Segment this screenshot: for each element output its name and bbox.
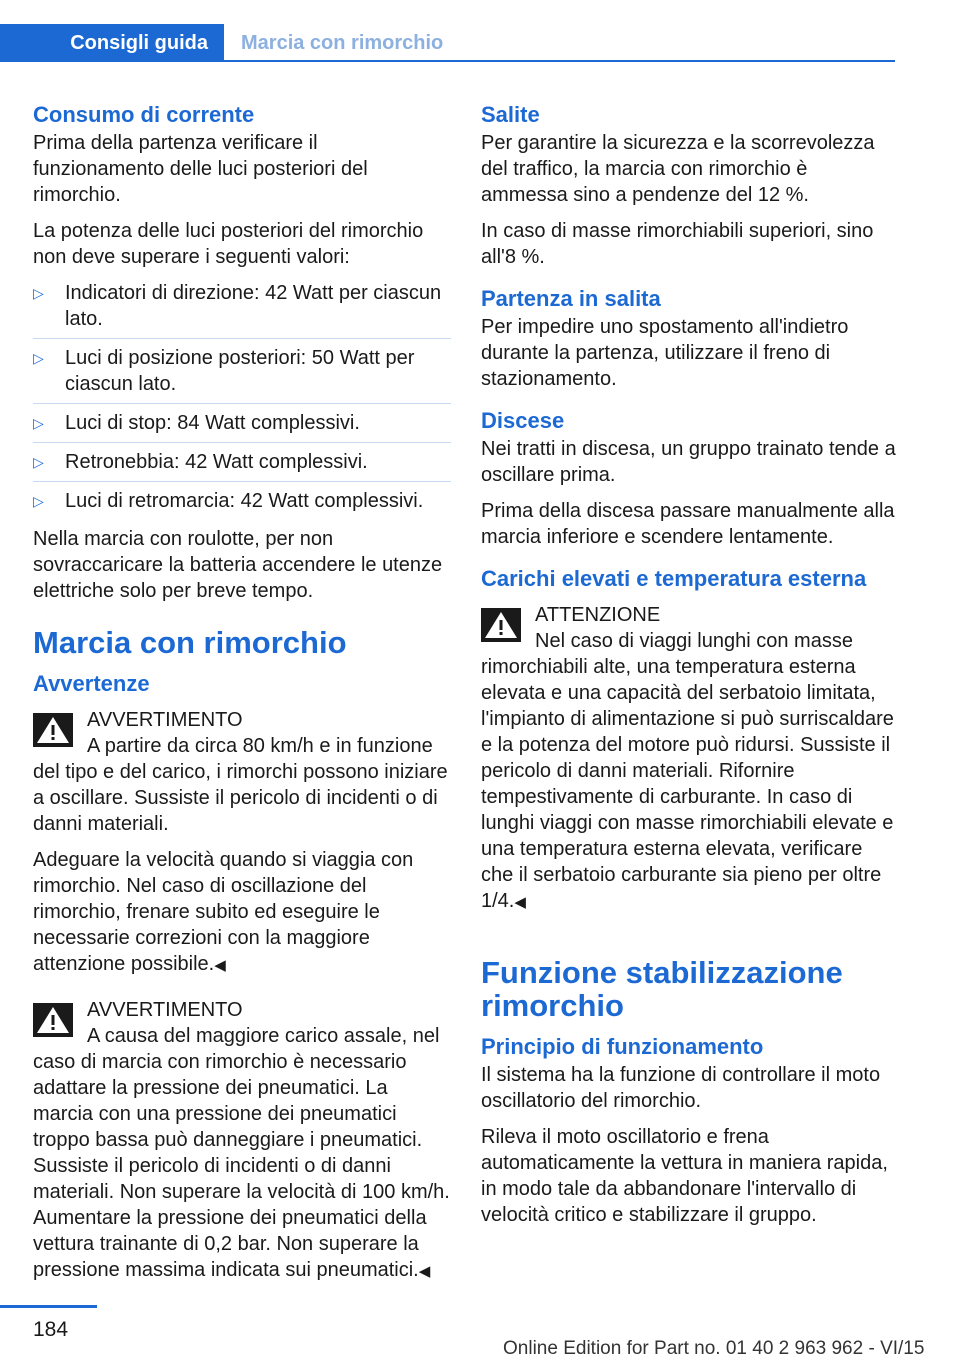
- triangle-right-icon: ▷: [33, 493, 44, 509]
- header-tabs: [0, 24, 895, 62]
- tab-consigli-guida[interactable]: [0, 24, 224, 62]
- tab-inactive-label: Marcia con rimorchio: [241, 31, 444, 54]
- para-principio-2: Rileva il moto oscillatorio e frena automaticamente la vettura in maniera rapida, in modo tale da abbandonare l'intervallo di velocità critico e stabilizzare il gruppo.: [481, 1126, 888, 1226]
- heading-salite: Salite: [481, 102, 540, 127]
- list-item-text: Luci di retromarcia: 42 Watt complessivi.: [65, 490, 424, 512]
- page-number: 184: [33, 1318, 69, 1341]
- warning-text: A causa del maggiore carico assale, nel caso di marcia con rimorchio è necessario adattare la pressione dei pneumatici. La marcia con una pressione dei pneumatici troppo bassa può danneggiare i pneumatici. Sussiste il pericolo di incidenti o di danni materiali. Non superare la velocità di 100 km/h. Aumentare la pressione dei pneumatici della vettura trainante di 0,2 bar. Non superare la pressione massima indicata sui pneumatici.: [33, 1025, 450, 1281]
- list-item: [33, 280, 451, 339]
- tab-marcia-con-rimorchio[interactable]: [241, 24, 443, 62]
- caution-text: Nel caso di viaggi lunghi con masse rimorchiabili alte, una temperatura esterna elevata e una capacità del serbatoio limitata, l'impianto di alimentazione si può surriscaldare e la potenza del motore può ridursi. Sussiste il pericolo di danni materiali. Rifornire tempestivamente di carburante. In caso di lunghi viaggi con masse rimorchiabili elevate e una temperatura esterna elevata, verificare che il serbatoio carburante sia pieno per oltre 1/4.: [481, 630, 894, 912]
- warning-block-2: [33, 997, 451, 1285]
- end-mark-icon: ◀: [418, 1263, 431, 1280]
- list-item: [33, 345, 451, 404]
- caution-title: ATTENZIONE: [535, 604, 661, 626]
- list-item-text: Luci di posizione posteriori: 50 Watt per ciascun lato.: [65, 347, 415, 395]
- section-title-marcia: Marcia con rimorchio: [33, 625, 347, 660]
- warning-text: A partire da circa 80 km/h e in funzione del tipo e del carico, i rimorchi possono iniziare a oscillare. Sussiste il pericolo di incidenti o di danni materiali.: [33, 735, 448, 835]
- list-item: [33, 449, 451, 482]
- warning-block-1: [33, 707, 451, 837]
- triangle-right-icon: ▷: [33, 350, 44, 366]
- para-consumo-1: Prima della partenza verificare il funzionamento delle luci posteriori del rimorchio.: [33, 132, 368, 206]
- footer-rule: [0, 1305, 97, 1308]
- para-discese-1: Nei tratti in discesa, un gruppo trainato tende a oscillare prima.: [481, 438, 896, 486]
- lights-list: [33, 280, 451, 520]
- list-item: [33, 488, 451, 520]
- tab-active-label: Consigli guida: [70, 31, 208, 54]
- triangle-right-icon: ▷: [33, 454, 44, 470]
- warning-title: AVVERTIMENTO: [87, 709, 243, 731]
- right-column: [481, 100, 899, 1238]
- para-discese-2: Prima della discesa passare manualmente alla marcia inferiore e scendere lentamente.: [481, 500, 895, 548]
- para-principio-1: Il sistema ha la funzione di controllare il moto oscillatorio del rimorchio.: [481, 1064, 881, 1112]
- para-consumo-3: Nella marcia con roulotte, per non sovraccaricare la batteria accendere le utenze elettriche solo per breve tempo.: [33, 528, 443, 602]
- triangle-right-icon: ▷: [33, 415, 44, 431]
- warning-triangle-icon: [33, 713, 73, 747]
- section-title-funzione: Funzione stabilizzazione rimorchio: [481, 955, 843, 1023]
- para-salite-2: In caso di masse rimorchiabili superiori, sino all'8 %.: [481, 220, 874, 268]
- header-rule: [224, 60, 895, 62]
- heading-consumo: Consumo di corrente: [33, 102, 255, 127]
- para-consumo-2: La potenza delle luci posteriori del rimorchio non deve superare i seguenti valori:: [33, 220, 424, 268]
- edition-note: Online Edition for Part no. 01 40 2 963 962 - VI/15: [503, 1338, 925, 1359]
- end-mark-icon: ◀: [214, 957, 226, 974]
- caution-block: [481, 602, 899, 916]
- warning-text-2: [33, 847, 451, 979]
- left-column: [33, 100, 451, 1295]
- list-item-text: Retronebbia: 42 Watt complessivi.: [65, 451, 368, 473]
- heading-discese: Discese: [481, 408, 565, 433]
- list-item-text: Indicatori di direzione: 42 Watt per ciascun lato.: [65, 282, 442, 330]
- heading-principio: Principio di funzionamento: [481, 1034, 764, 1059]
- warning-title: AVVERTIMENTO: [87, 999, 243, 1021]
- heading-partenza: Partenza in salita: [481, 286, 661, 311]
- para-salite-1: Per garantire la sicurezza e la scorrevolezza del traffico, la marcia con rimorchio è ammessa sino a pendenze del 12 %.: [481, 132, 875, 206]
- warning-triangle-icon: [33, 1003, 73, 1037]
- warning-text-2-content: Adeguare la velocità quando si viaggia con rimorchio. Nel caso di oscillazione del rimorchio, frenare subito ed eseguire le necessarie correzioni con la maggiore attenzione possibile.: [33, 849, 414, 975]
- end-mark-icon: ◀: [514, 894, 526, 911]
- list-item-text: Luci di stop: 84 Watt complessivi.: [65, 412, 360, 434]
- heading-carichi: Carichi elevati e temperatura esterna: [481, 566, 867, 591]
- para-partenza: Per impedire uno spostamento all'indietro durante la partenza, utilizzare il freno di stazionamento.: [481, 316, 849, 390]
- warning-triangle-icon: [481, 608, 521, 642]
- heading-avvertenze: Avvertenze: [33, 671, 150, 696]
- triangle-right-icon: ▷: [33, 285, 44, 301]
- list-item: [33, 410, 451, 443]
